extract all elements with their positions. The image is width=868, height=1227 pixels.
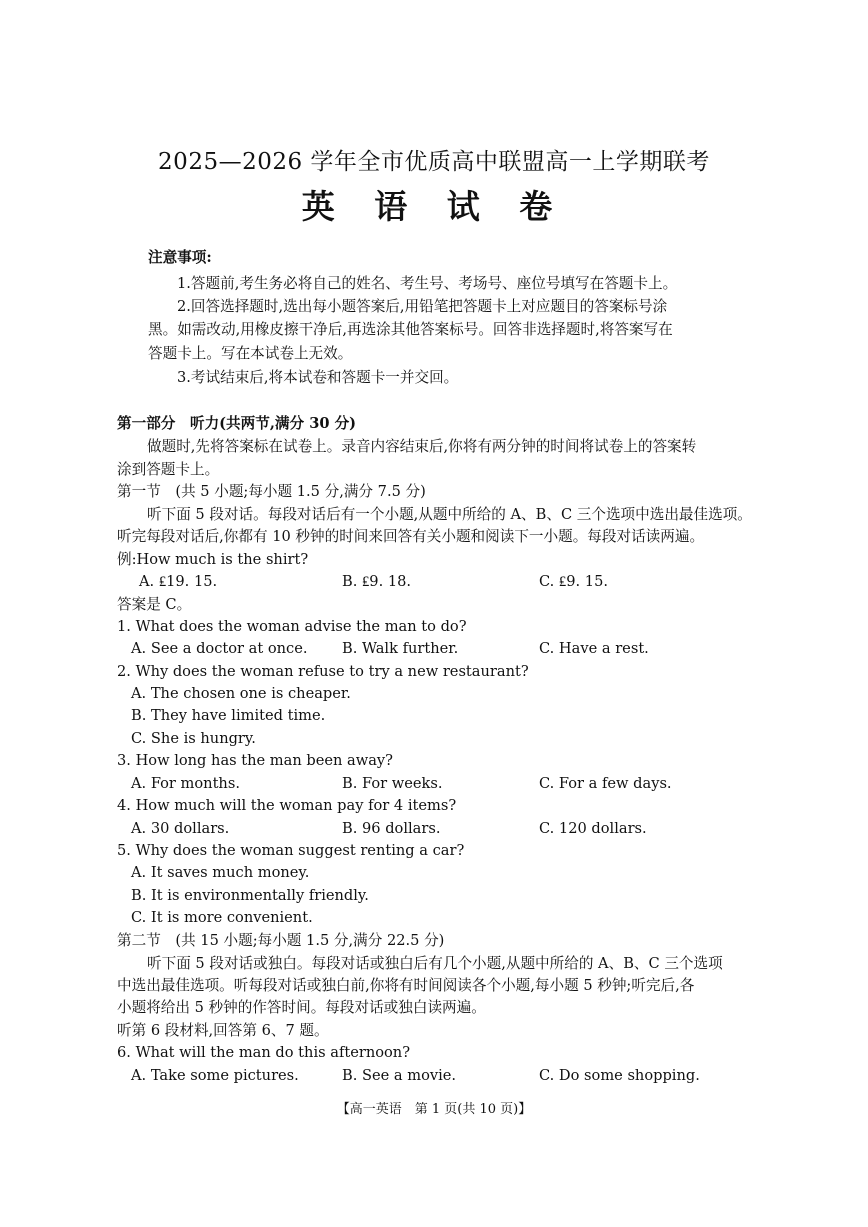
material-6-instruction: 听第 6 段材料,回答第 6、7 题。 <box>117 1022 329 1039</box>
section2-intro-line-2: 中选出最佳选项。听每段对话或独白前,你将有时间阅读各个小题,每小题 5 秒钟;听完后,各 <box>117 977 695 994</box>
question-2: 2. Why does the woman refuse to try a new restaurant? <box>117 663 529 680</box>
page-footer: 【高一英语 第 1 页(共 10 页)】 <box>336 1102 532 1117</box>
question-5-option-a: A. It saves much money. <box>131 864 310 881</box>
question-1-option-c: C. Have a rest. <box>539 640 649 657</box>
question-1-option-a: A. See a doctor at once. <box>131 640 308 657</box>
notice-item-2-line-1: 2.回答选择题时,选出每小题答案后,用铅笔把答题卡上对应题目的答案标号涂 <box>177 298 668 315</box>
section1-heading: 第一节 (共 5 小题;每小题 1.5 分,满分 7.5 分) <box>117 483 426 500</box>
part1-intro-line-2: 涂到答题卡上。 <box>117 461 220 478</box>
section2-heading: 第二节 (共 15 小题;每小题 1.5 分,满分 22.5 分) <box>117 932 445 949</box>
section1-intro-line-2: 听完每段对话后,你都有 10 秒钟的时间来回答有关小题和阅读下一小题。每段对话读两遍。 <box>117 528 705 545</box>
question-1-option-b: B. Walk further. <box>342 640 459 657</box>
question-3-option-b: B. For weeks. <box>342 775 443 792</box>
subject-title: 英 语 试 卷 <box>301 187 567 226</box>
question-6-option-c: C. Do some shopping. <box>539 1067 700 1084</box>
question-4-option-a: A. 30 dollars. <box>131 820 230 837</box>
question-6-option-a: A. Take some pictures. <box>131 1067 299 1084</box>
question-4: 4. How much will the woman pay for 4 items? <box>117 797 457 814</box>
question-6: 6. What will the man do this afternoon? <box>117 1044 411 1061</box>
notice-item-2-line-2: 黑。如需改动,用橡皮擦干净后,再选涂其他答案标号。回答非选择题时,将答案写在 <box>148 321 673 338</box>
example-answer: 答案是 C。 <box>117 596 192 613</box>
question-5: 5. Why does the woman suggest renting a car? <box>117 842 465 859</box>
example-question: 例:How much is the shirt? <box>117 551 309 568</box>
notice-item-1: 1.答题前,考生务必将自己的姓名、考生号、考场号、座位号填写在答题卡上。 <box>177 275 678 292</box>
question-4-option-c: C. 120 dollars. <box>539 820 647 837</box>
question-3-option-c: C. For a few days. <box>539 775 672 792</box>
question-2-option-c: C. She is hungry. <box>131 730 256 747</box>
part1-intro-line-1: 做题时,先将答案标在试卷上。录音内容结束后,你将有两分钟的时间将试卷上的答案转 <box>147 438 697 455</box>
notice-item-3: 3.考试结束后,将本试卷和答题卡一并交回。 <box>177 369 459 386</box>
question-5-option-b: B. It is environmentally friendly. <box>131 887 369 904</box>
question-5-option-c: C. It is more convenient. <box>131 909 313 926</box>
question-1: 1. What does the woman advise the man to do? <box>117 618 467 635</box>
question-2-option-a: A. The chosen one is cheaper. <box>131 685 351 702</box>
example-option-c: C. ₤9. 15. <box>539 573 608 590</box>
example-option-a: A. ₤19. 15. <box>139 573 218 590</box>
part1-heading: 第一部分 听力(共两节,满分 30 分) <box>117 415 357 432</box>
question-4-option-b: B. 96 dollars. <box>342 820 441 837</box>
section1-intro-line-1: 听下面 5 段对话。每段对话后有一个小题,从题中所给的 A、B、C 三个选项中选出最佳选项。 <box>147 506 752 523</box>
exam-title: 2025—2026 学年全市优质高中联盟高一上学期联考 <box>158 149 710 175</box>
notice-heading: 注意事项: <box>148 249 212 266</box>
question-2-option-b: B. They have limited time. <box>131 707 326 724</box>
question-3-option-a: A. For months. <box>131 775 240 792</box>
section2-intro-line-3: 小题将给出 5 秒钟的作答时间。每段对话或独白读两遍。 <box>117 999 486 1016</box>
question-3: 3. How long has the man been away? <box>117 752 393 769</box>
notice-item-2-line-3: 答题卡上。写在本试卷上无效。 <box>148 345 353 362</box>
section2-intro-line-1: 听下面 5 段对话或独白。每段对话或独白后有几个小题,从题中所给的 A、B、C 三个选项 <box>147 955 723 972</box>
example-option-b: B. ₤9. 18. <box>342 573 412 590</box>
question-6-option-b: B. See a movie. <box>342 1067 457 1084</box>
